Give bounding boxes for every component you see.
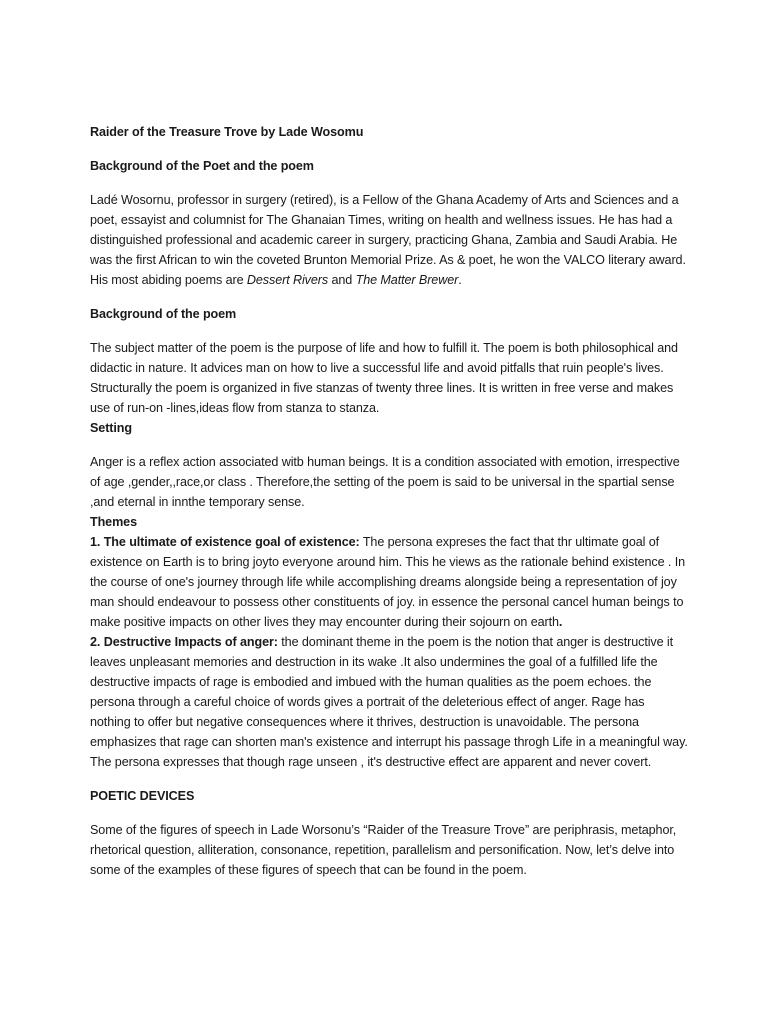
work-title-dessert-rivers: Dessert Rivers <box>246 273 329 287</box>
document-body <box>90 122 688 880</box>
theme-1-end: . <box>558 615 563 629</box>
paragraph-poetic-devices: Some of the figures of speech in Lade Worsonu’s “Raider of the Treasure Trove” are periphrasis, metaphor, rhetorical question, alliteration, consonance, repetition, parallelism and personification. Now, let’s delve into some of the examples of these figures of speech that can be found in the poem. <box>90 823 677 877</box>
theme-1-text: The persona expreses the fact that thr ultimate goal of existence on Earth is to bring joyto everyone around him. This he views as the rationale behind existence . In the course of one's journey through life while accomplishing dreams alongside being a representation of joy man should endeavour to possess other constituents of joy. in essence the personal cancel human beings to make positive impacts on other lives they may encounter during their sojourn on earth <box>90 535 686 629</box>
document-title: Raider of the Treasure Trove by Lade Wosomu <box>90 125 364 139</box>
heading-background-poet: Background of the Poet and the poem <box>90 159 314 173</box>
paragraph-setting: Anger is a reflex action associated witb human beings. It is a condition associated with emotion, irrespective of age ,gender,,race,or class . Therefore,the setting of the poem is said to be universal in the spartial sense ,and eternal in innthe temporary sense. <box>90 455 680 509</box>
paragraph-poet-bio <box>90 190 688 290</box>
work-title-matter-brewer: The Matter Brewer <box>355 273 459 287</box>
heading-setting: Setting <box>90 421 132 435</box>
theme-2-text: the dominant theme in the poem is the notion that anger is destructive it leaves unpleasant memories and destruction in its wake .It also undermines the goal of a fulfilled life the destructive impacts of rage is embodied and imbued with the human qualities as the poem echoes. the persona through a careful choice of words gives a portrait of the deleterious effect of anger. Rage has nothing to offer but negative consequences where it thrives, destruction is unavoidable. The persona emphasizes that rage can shorten man's existence and interrupt his passage throgh Life in a meaningful way. The persona expresses that though rage unseen , it's destructive effect are apparent and never covert. <box>90 635 688 769</box>
heading-background-poem: Background of the poem <box>90 307 237 321</box>
poet-bio-text: Ladé Wosornu, professor in surgery (retired), is a Fellow of the Ghana Academy of Arts and Sciences and a poet, essayist and columnist for The Ghanaian Times, writing on health and wellness issues. He has had a distinguished professional and academic career in surgery, practicing Ghana, Zambia and Saudi Arabia. He was the first African to win the coveted Brunton Memorial Prize. As & poet, he won the VALCO literary award. His most abiding poems are <box>90 193 686 287</box>
conjunction-text: and <box>328 273 356 287</box>
theme-1 <box>90 532 688 632</box>
theme-1-label: 1. The ultimate of existence goal of existence: <box>90 535 360 549</box>
theme-2-label: 2. Destructive Impacts of anger: <box>90 635 278 649</box>
sentence-end: . <box>458 273 462 287</box>
heading-poetic-devices: POETIC DEVICES <box>90 789 195 803</box>
theme-2 <box>90 632 688 772</box>
heading-themes: Themes <box>90 515 137 529</box>
paragraph-poem-background: The subject matter of the poem is the purpose of life and how to fulfill it. The poem is both philosophical and didactic in nature. It advices man on how to live a successful life and avoid pitfalls that ruin people's lives. Structurally the poem is organized in five stanzas of twenty three lines. It is written in free verse and makes use of run-on -lines,ideas flow from stanza to stanza. <box>90 341 678 415</box>
